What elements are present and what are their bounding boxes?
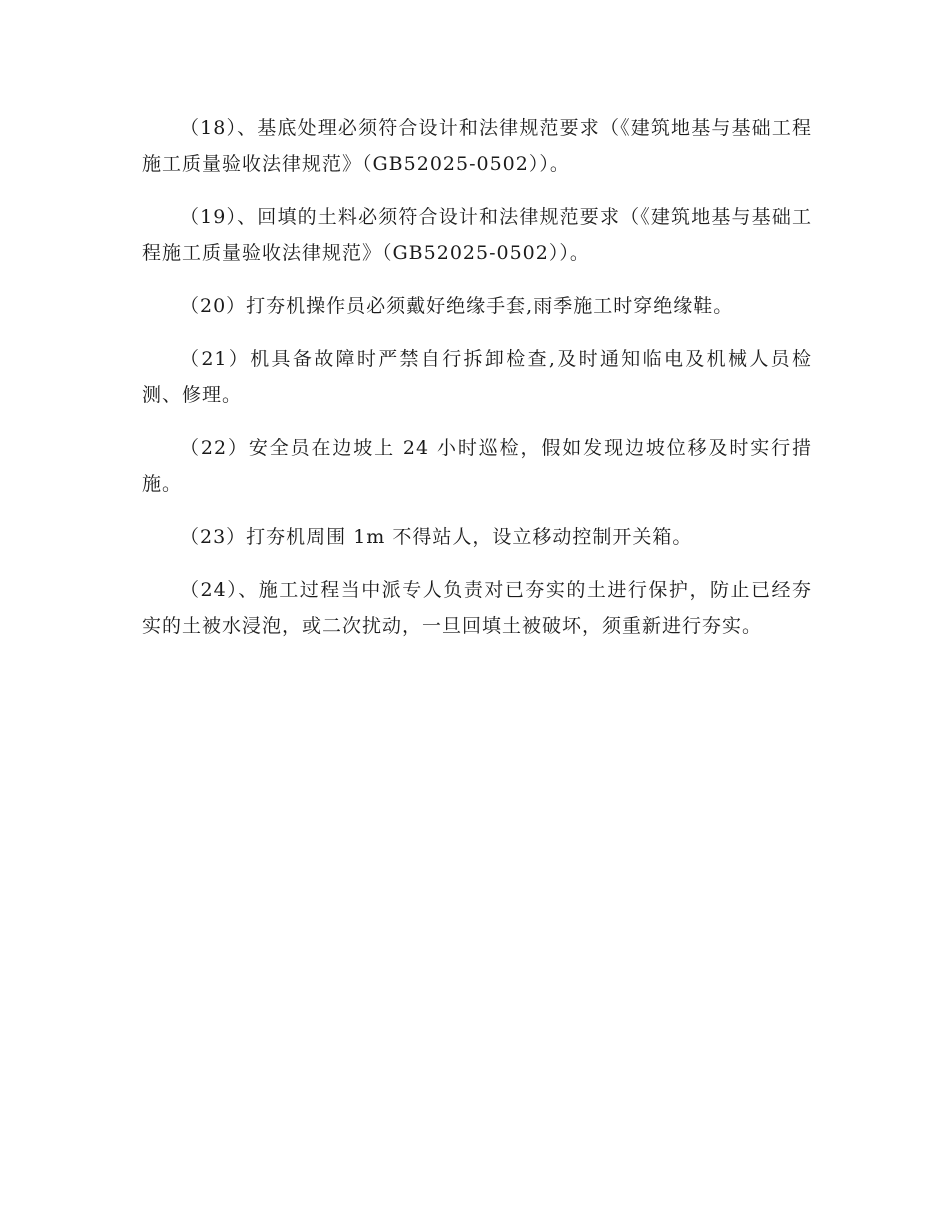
paragraph-21: （21）机具备故障时严禁自行拆卸检查,及时通知临电及机械人员检测、修理。	[142, 348, 812, 406]
paragraph-24: （24）、施工过程当中派专人负责对已夯实的土进行保护，防止已经夯实的土被水浸泡，或二次扰动，一旦回填土被破坏，须重新进行夯实。	[142, 579, 812, 637]
document-body	[142, 110, 812, 661]
paragraph-20: （20）打夯机操作员必须戴好绝缘手套,雨季施工时穿绝缘鞋。	[180, 295, 734, 317]
paragraph-22: （22）安全员在边坡上 24 小时巡检，假如发现边坡位移及时实行措施。	[142, 437, 812, 495]
paragraph-18: （18）、基底处理必须符合设计和法律规范要求（《建筑地基与基础工程施工质量验收法律规范》（GB52025-0502））。	[142, 117, 812, 175]
paragraph-19: （19）、回填的土料必须符合设计和法律规范要求（《建筑地基与基础工程施工质量验收法律规范》（GB52025-0502））。	[142, 206, 812, 264]
paragraph-23: （23）打夯机周围 1m 不得站人，设立移动控制开关箱。	[180, 526, 693, 548]
